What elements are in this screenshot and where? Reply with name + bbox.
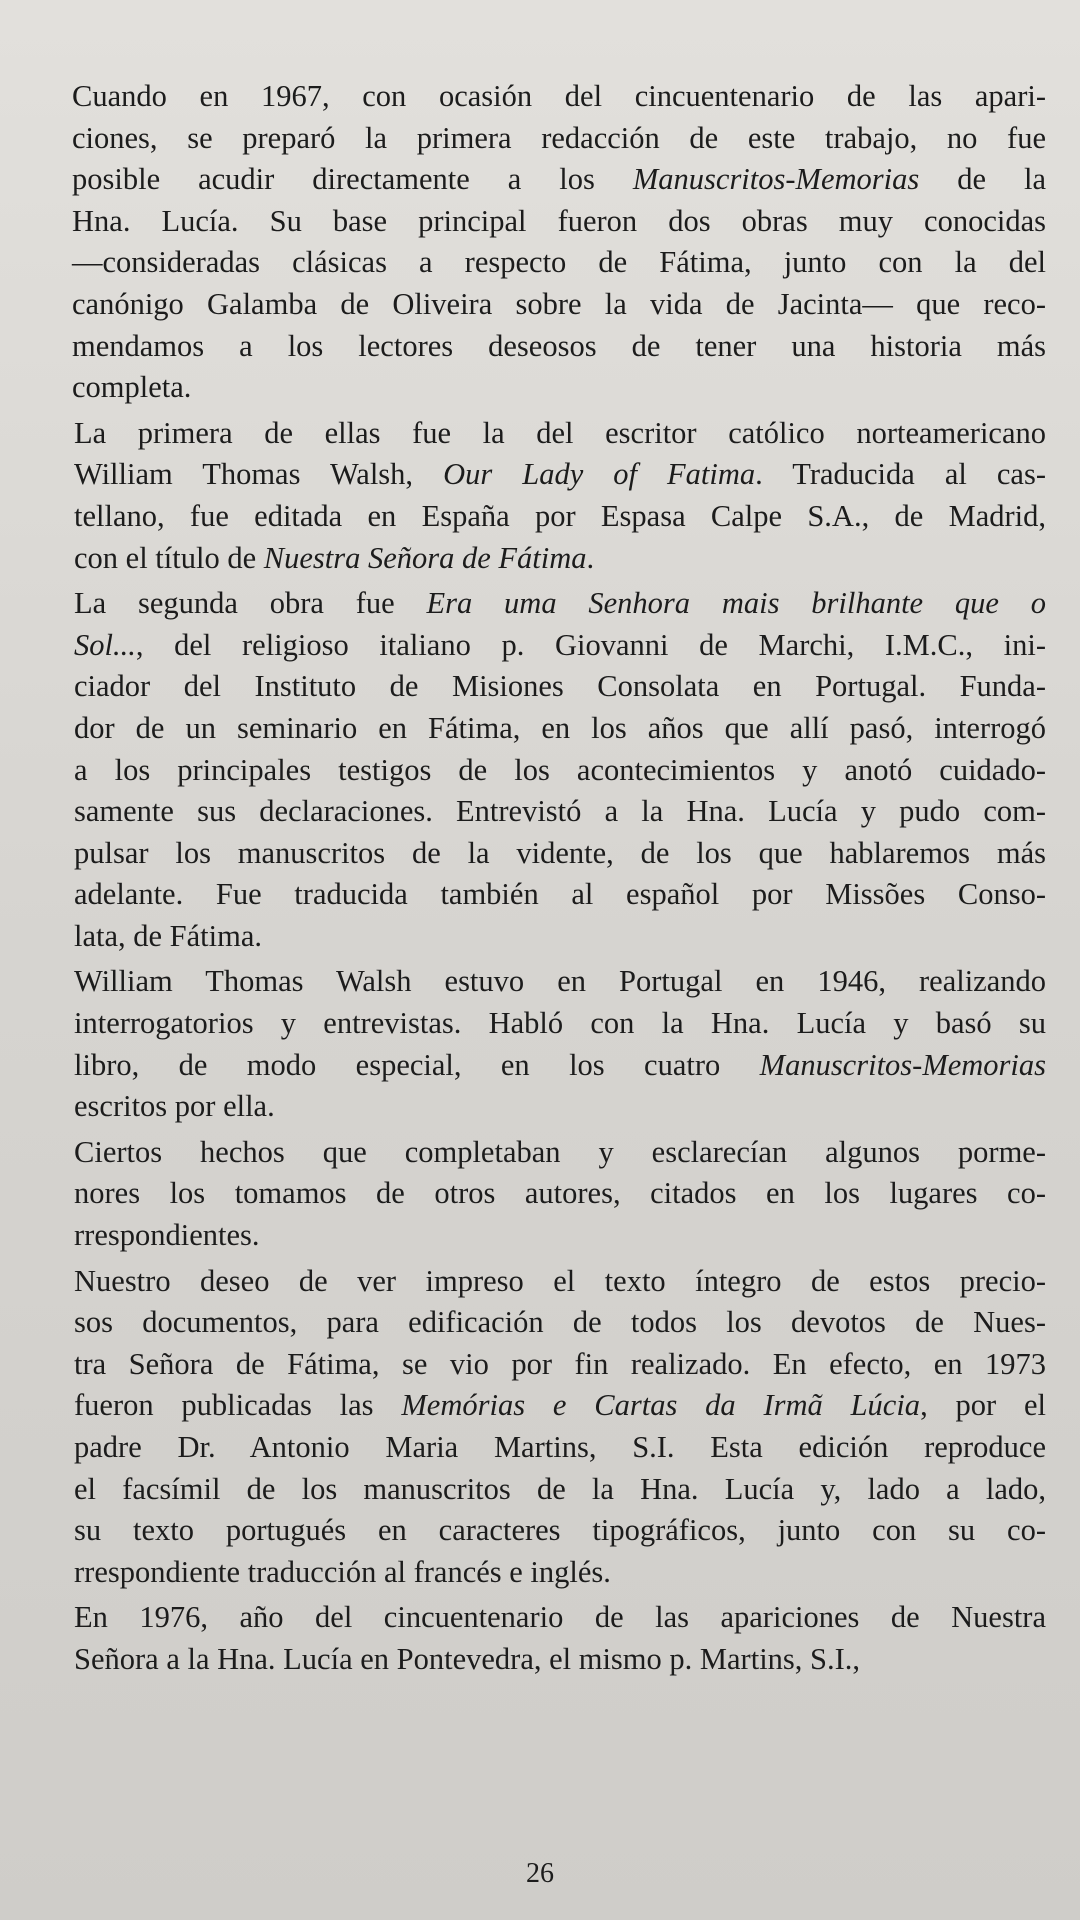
text-line: dor de un seminario en Fátima, en los años que allí pasó, interrogó [74, 710, 1046, 745]
text-line: nores los tomamos de otros autores, citados en los lugares co- [74, 1176, 1046, 1211]
text-line: libro, de modo especial, en los cuatro Manuscritos-Memorias [74, 1047, 1046, 1082]
italic-title: Memórias e Cartas da Irmã Lúcia [401, 1388, 921, 1423]
text-line: a los principales testigos de los acontecimientos y anotó cuidado- [74, 752, 1046, 787]
paragraph [56, 961, 1046, 1127]
text-line: ciones, se preparó la primera redacción de este trabajo, no fue [72, 120, 1046, 155]
paragraph [56, 413, 1046, 579]
italic-title: Manuscritos-Memorias [632, 162, 920, 197]
italic-title: Our Lady of Fatima [443, 457, 756, 492]
paragraph [56, 76, 1046, 409]
text-line: su texto portugués en caracteres tipográficos, junto con su co- [74, 1513, 1046, 1548]
paragraph [56, 1132, 1046, 1257]
text-line: adelante. Fue traducida también al español por Missões Conso- [74, 877, 1046, 912]
text-line: Señora a la Hna. Lucía en Pontevedra, el mismo p. Martins, S.I., [74, 1641, 861, 1676]
text-line: Sol..., del religioso italiano p. Giovanni de Marchi, I.M.C., ini- [74, 627, 1046, 662]
text-line: William Thomas Walsh, Our Lady of Fatima. Traducida al cas- [74, 457, 1046, 492]
paragraph [56, 1597, 1046, 1680]
text-line: tellano, fue editada en España por Espasa Calpe S.A., de Madrid, [74, 498, 1046, 533]
paragraph [56, 1261, 1046, 1594]
italic-title: Manuscritos-Memorias [759, 1047, 1046, 1082]
text-line: con el título de Nuestra Señora de Fátima. [74, 540, 595, 575]
text-line: fueron publicadas las Memórias e Cartas da Irmã Lúcia, por el [74, 1388, 1046, 1423]
page-number: 26 [526, 1858, 554, 1889]
text-line: Cuando en 1967, con ocasión del cincuentenario de las apari- [72, 79, 1046, 113]
text-line: el facsímil de los manuscritos de la Hna. Lucía y, lado a lado, [74, 1471, 1046, 1506]
text-line: rrespondientes. [74, 1218, 260, 1253]
text-line: La segunda obra fue Era uma Senhora mais brilhante que o [74, 586, 1046, 621]
italic-title: Era uma Senhora mais brilhante que o [426, 586, 1046, 621]
text-line: —consideradas clásicas a respecto de Fátima, junto con la del [72, 245, 1046, 280]
text-line: escritos por ella. [74, 1089, 275, 1124]
text-line: padre Dr. Antonio Maria Martins, S.I. Esta edición reproduce [74, 1430, 1046, 1464]
text-line: ciador del Instituto de Misiones Consolata en Portugal. Funda- [74, 669, 1046, 704]
text-line: completa. [72, 370, 192, 405]
text-line: Ciertos hechos que completaban y esclarecían algunos porme- [74, 1134, 1046, 1169]
text-line: canónigo Galamba de Oliveira sobre la vida de Jacinta— que reco- [72, 286, 1046, 321]
text-line: Nuestro deseo de ver impreso el texto íntegro de estos precio- [74, 1263, 1046, 1298]
text-line: mendamos a los lectores deseosos de tener una historia más [72, 328, 1046, 363]
body-text [56, 76, 1046, 1685]
italic-title: Nuestra Señora de Fátima [263, 540, 587, 575]
text-line: Hna. Lucía. Su base principal fueron dos obras muy conocidas [72, 203, 1046, 238]
text-line: rrespondiente traducción al francés e inglés. [74, 1554, 611, 1589]
text-line: sos documentos, para edificación de todos los devotos de Nues- [74, 1305, 1046, 1340]
text-line: pulsar los manuscritos de la vidente, de los que hablaremos más [74, 835, 1046, 870]
italic-title: Sol... [74, 627, 136, 662]
text-line: interrogatorios y entrevistas. Habló con la Hna. Lucía y basó su [74, 1006, 1046, 1041]
text-line: En 1976, año del cincuentenario de las apariciones de Nuestra [74, 1600, 1046, 1635]
text-line: posible acudir directamente a los Manuscritos-Memorias de la [72, 162, 1046, 197]
text-line: William Thomas Walsh estuvo en Portugal en 1946, realizando [74, 964, 1046, 999]
text-line: samente sus declaraciones. Entrevistó a la Hna. Lucía y pudo com- [74, 794, 1046, 829]
text-line: tra Señora de Fátima, se vio por fin realizado. En efecto, en 1973 [74, 1346, 1046, 1381]
text-line: La primera de ellas fue la del escritor católico norteamericano [74, 415, 1046, 450]
text-line: lata, de Fátima. [74, 918, 263, 953]
paragraph [56, 583, 1046, 957]
